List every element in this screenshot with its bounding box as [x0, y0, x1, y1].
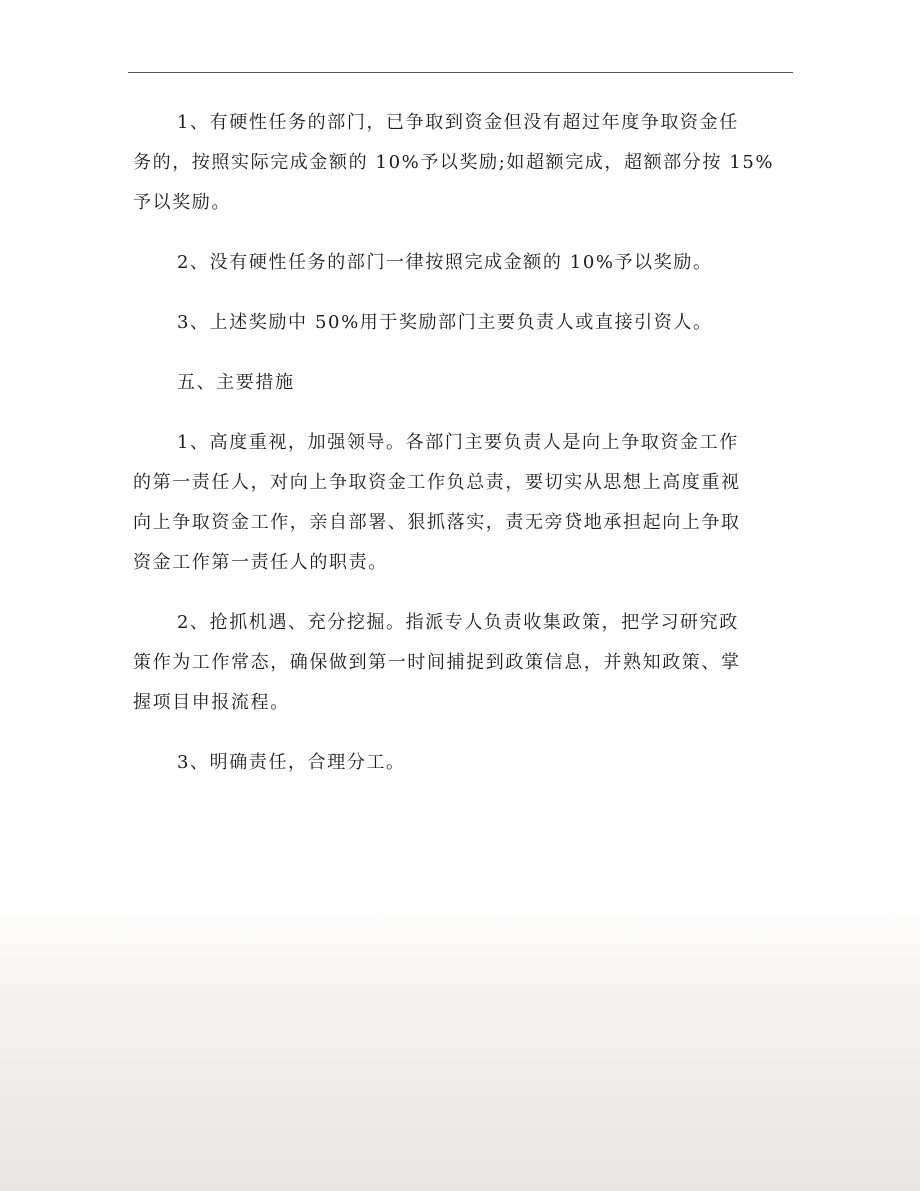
paragraph-line: 务的，按照实际完成金额的 10%予以奖励;如超额完成，超额部分按 15% [133, 152, 775, 173]
paragraph-line: 1、高度重视，加强领导。各部门主要负责人是向上争取资金工作 [177, 432, 739, 453]
paragraph-line: 策作为工作常态，确保做到第一时间捕捉到政策信息，并熟知政策、掌 [133, 652, 741, 673]
paragraph-measure-opportunity [133, 603, 793, 723]
section-heading: 五、主要措施 [177, 372, 295, 393]
paragraph-measure-leadership [133, 423, 793, 583]
paragraph-reward-hard-task [133, 103, 793, 223]
paragraph-reward-share [133, 303, 793, 343]
document-body [133, 103, 793, 803]
paragraph-reward-no-hard-task [133, 243, 793, 283]
paragraph-measure-responsibility [133, 743, 793, 783]
paragraph-line: 2、没有硬性任务的部门一律按照完成金额的 10%予以奖励。 [177, 252, 713, 273]
paragraph-line: 1、有硬性任务的部门，已争取到资金但没有超过年度争取资金任 [177, 112, 739, 133]
paragraph-line: 3、上述奖励中 50%用于奖励部门主要负责人或直接引资人。 [177, 312, 713, 333]
header-rule [128, 72, 793, 73]
paragraph-line: 予以奖励。 [133, 192, 231, 213]
paragraph-line: 的第一责任人，对向上争取资金工作负总责，要切实从思想上高度重视 [133, 472, 741, 493]
section-heading-measures [133, 363, 793, 403]
paragraph-line: 3、明确责任，合理分工。 [177, 752, 406, 773]
paragraph-line: 握项目申报流程。 [133, 692, 290, 713]
paragraph-line: 2、抢抓机遇、充分挖掘。指派专人负责收集政策，把学习研究政 [177, 612, 739, 633]
paragraph-line: 资金工作第一责任人的职责。 [133, 552, 388, 573]
paragraph-line: 向上争取资金工作，亲自部署、狠抓落实，责无旁贷地承担起向上争取 [133, 512, 741, 533]
